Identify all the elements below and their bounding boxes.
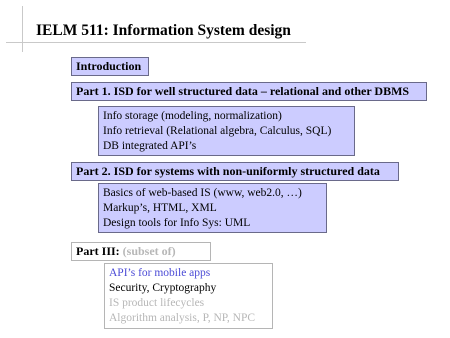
part2-topic-list	[98, 183, 327, 233]
part2-topic-item: Markup’s, HTML, XML	[103, 202, 217, 214]
part2-topic-item: Design tools for Info Sys: UML	[103, 217, 251, 229]
part1-topic-item: Info storage (modeling, normalization)	[103, 110, 282, 122]
part2-heading: Part 2. ISD for systems with non-uniformly structured data	[71, 162, 399, 181]
part3-topic-item: IS product lifecycles	[109, 297, 205, 309]
part3-topic-list	[104, 263, 273, 329]
decorative-horizontal-line	[6, 42, 306, 43]
slide-title: IELM 511: Information System design	[36, 22, 291, 39]
decorative-vertical-line	[22, 6, 23, 52]
part3-topic-item: API’s for mobile apps	[109, 267, 211, 279]
part3-topic-item: Algorithm analysis, P, NP, NPC	[109, 312, 256, 324]
part1-topic-list	[98, 106, 355, 156]
part1-topic-item: DB integrated API’s	[103, 140, 197, 152]
part3-topic-item: Security, Cryptography	[109, 282, 217, 294]
part1-heading: Part 1. ISD for well structured data – relational and other DBMS	[71, 82, 427, 101]
part3-heading-label: Part III:	[76, 244, 120, 258]
part3-subset-note: (subset of)	[122, 244, 176, 258]
part3-heading	[71, 242, 211, 261]
part1-topic-item: Info retrieval (Relational algebra, Calculus, SQL)	[103, 125, 332, 137]
introduction-heading: Introduction	[71, 57, 149, 76]
part2-topic-item: Basics of web-based IS (www, web2.0, …)	[103, 187, 302, 199]
